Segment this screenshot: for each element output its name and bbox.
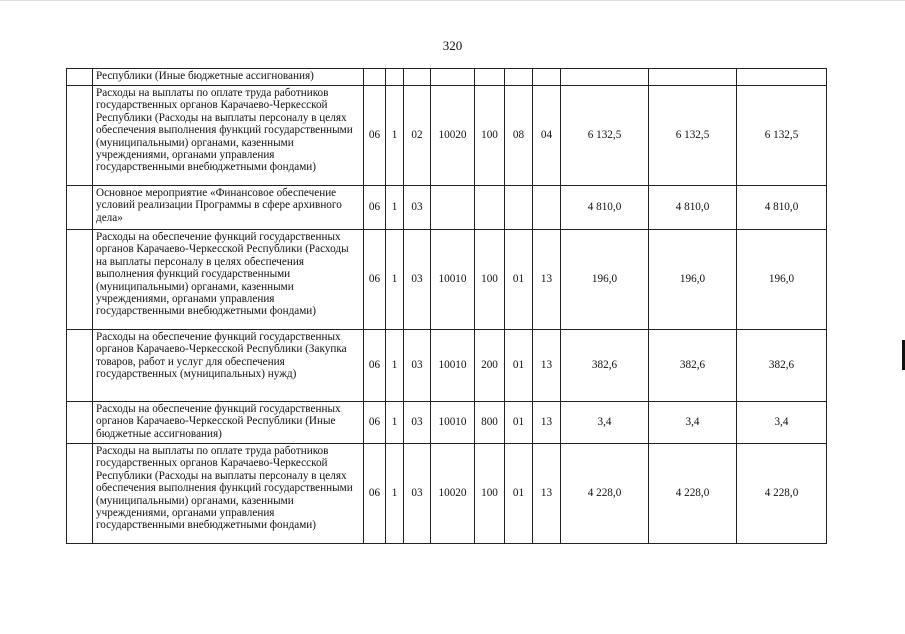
amount-cell: 3,4	[561, 402, 649, 444]
amount-cell	[561, 69, 649, 86]
code-cell: 06	[364, 86, 386, 186]
code-cell: 08	[505, 86, 533, 186]
code-cell: 10020	[431, 444, 475, 544]
code-cell	[533, 186, 561, 230]
code-cell: 1	[386, 86, 404, 186]
code-cell: 13	[533, 330, 561, 402]
code-cell: 10010	[431, 230, 475, 330]
code-cell	[386, 69, 404, 86]
amount-cell: 4 228,0	[649, 444, 737, 544]
amount-cell: 196,0	[561, 230, 649, 330]
table-row	[67, 444, 827, 544]
code-cell: 1	[386, 330, 404, 402]
amount-cell: 4 228,0	[737, 444, 827, 544]
amount-cell: 3,4	[649, 402, 737, 444]
amount-cell: 196,0	[649, 230, 737, 330]
code-cell: 03	[404, 402, 431, 444]
code-cell	[404, 69, 431, 86]
table-row	[67, 330, 827, 402]
code-cell: 10010	[431, 330, 475, 402]
code-cell: 1	[386, 402, 404, 444]
amount-cell: 3,4	[737, 402, 827, 444]
code-cell: 200	[475, 330, 505, 402]
code-cell	[364, 69, 386, 86]
amount-cell	[737, 69, 827, 86]
table-row	[67, 230, 827, 330]
table-row	[67, 186, 827, 230]
code-cell: 06	[364, 444, 386, 544]
amount-cell: 4 810,0	[737, 186, 827, 230]
row-description: Расходы на обеспечение функций государственных органов Карачаево-Черкесской Республики (Расходы на выплаты персоналу в целях обеспечения выполнения функций государственными (муниципальными) органами, казенными учреждениями, органами управления государственными внебюджетными фондами)	[93, 230, 364, 330]
page-number: 320	[442, 38, 463, 53]
code-cell: 06	[364, 402, 386, 444]
amount-cell: 6 132,5	[649, 86, 737, 186]
code-cell: 06	[364, 330, 386, 402]
code-cell: 1	[386, 444, 404, 544]
row-index-cell	[67, 330, 93, 402]
amount-cell: 4 228,0	[561, 444, 649, 544]
amount-cell: 6 132,5	[737, 86, 827, 186]
row-index-cell	[67, 69, 93, 86]
code-cell	[475, 186, 505, 230]
row-description: Расходы на выплаты по оплате труда работников государственных органов Карачаево-Черкесской Республики (Расходы на выплаты персоналу в целях обеспечения выполнения функций государственными (муниципальными) органами, казенными учреждениями, органами управления государственными внебюджетными фондами)	[93, 86, 364, 186]
amount-cell	[649, 69, 737, 86]
code-cell: 800	[475, 402, 505, 444]
code-cell: 06	[364, 230, 386, 330]
row-description: Расходы на обеспечение функций государственных органов Карачаево-Черкесской Республики (Иные бюджетные ассигнования)	[93, 402, 364, 444]
amount-cell: 382,6	[649, 330, 737, 402]
code-cell: 01	[505, 330, 533, 402]
code-cell: 01	[505, 402, 533, 444]
code-cell: 10020	[431, 86, 475, 186]
row-index-cell	[67, 230, 93, 330]
amount-cell: 6 132,5	[561, 86, 649, 186]
amount-cell: 4 810,0	[649, 186, 737, 230]
code-cell: 100	[475, 444, 505, 544]
row-index-cell	[67, 402, 93, 444]
code-cell: 13	[533, 402, 561, 444]
table-row	[67, 402, 827, 444]
table-row	[67, 86, 827, 186]
code-cell: 03	[404, 186, 431, 230]
code-cell	[475, 69, 505, 86]
code-cell: 01	[505, 444, 533, 544]
row-index-cell	[67, 186, 93, 230]
code-cell	[505, 69, 533, 86]
code-cell: 1	[386, 186, 404, 230]
code-cell	[533, 69, 561, 86]
row-index-cell	[67, 86, 93, 186]
page-top-edge	[0, 0, 905, 1]
budget-table	[66, 68, 827, 544]
code-cell: 03	[404, 444, 431, 544]
row-index-cell	[67, 444, 93, 544]
row-description: Основное мероприятие «Финансовое обеспечение условий реализации Программы в сфере архивного дела»	[93, 186, 364, 230]
amount-cell: 4 810,0	[561, 186, 649, 230]
code-cell: 1	[386, 230, 404, 330]
code-cell: 13	[533, 444, 561, 544]
code-cell	[431, 186, 475, 230]
code-cell	[505, 186, 533, 230]
code-cell	[431, 69, 475, 86]
code-cell: 10010	[431, 402, 475, 444]
code-cell: 03	[404, 230, 431, 330]
row-description: Расходы на выплаты по оплате труда работников государственных органов Карачаево-Черкесской Республики (Расходы на выплаты персоналу в целях обеспечения выполнения функций государственными (муниципальными) органами, казенными учреждениями, органами управления государственными внебюджетными фондами)	[93, 444, 364, 544]
code-cell: 100	[475, 230, 505, 330]
row-description: Республики (Иные бюджетные ассигнования)	[93, 69, 364, 86]
code-cell: 13	[533, 230, 561, 330]
amount-cell: 196,0	[737, 230, 827, 330]
code-cell: 06	[364, 186, 386, 230]
code-cell: 03	[404, 330, 431, 402]
code-cell: 01	[505, 230, 533, 330]
amount-cell: 382,6	[561, 330, 649, 402]
amount-cell: 382,6	[737, 330, 827, 402]
code-cell: 100	[475, 86, 505, 186]
row-description: Расходы на обеспечение функций государственных органов Карачаево-Черкесской Республики (Закупка товаров, работ и услуг для обеспечения государственных (муниципальных) нужд)	[93, 330, 364, 402]
code-cell: 04	[533, 86, 561, 186]
table-row	[67, 69, 827, 86]
code-cell: 02	[404, 86, 431, 186]
